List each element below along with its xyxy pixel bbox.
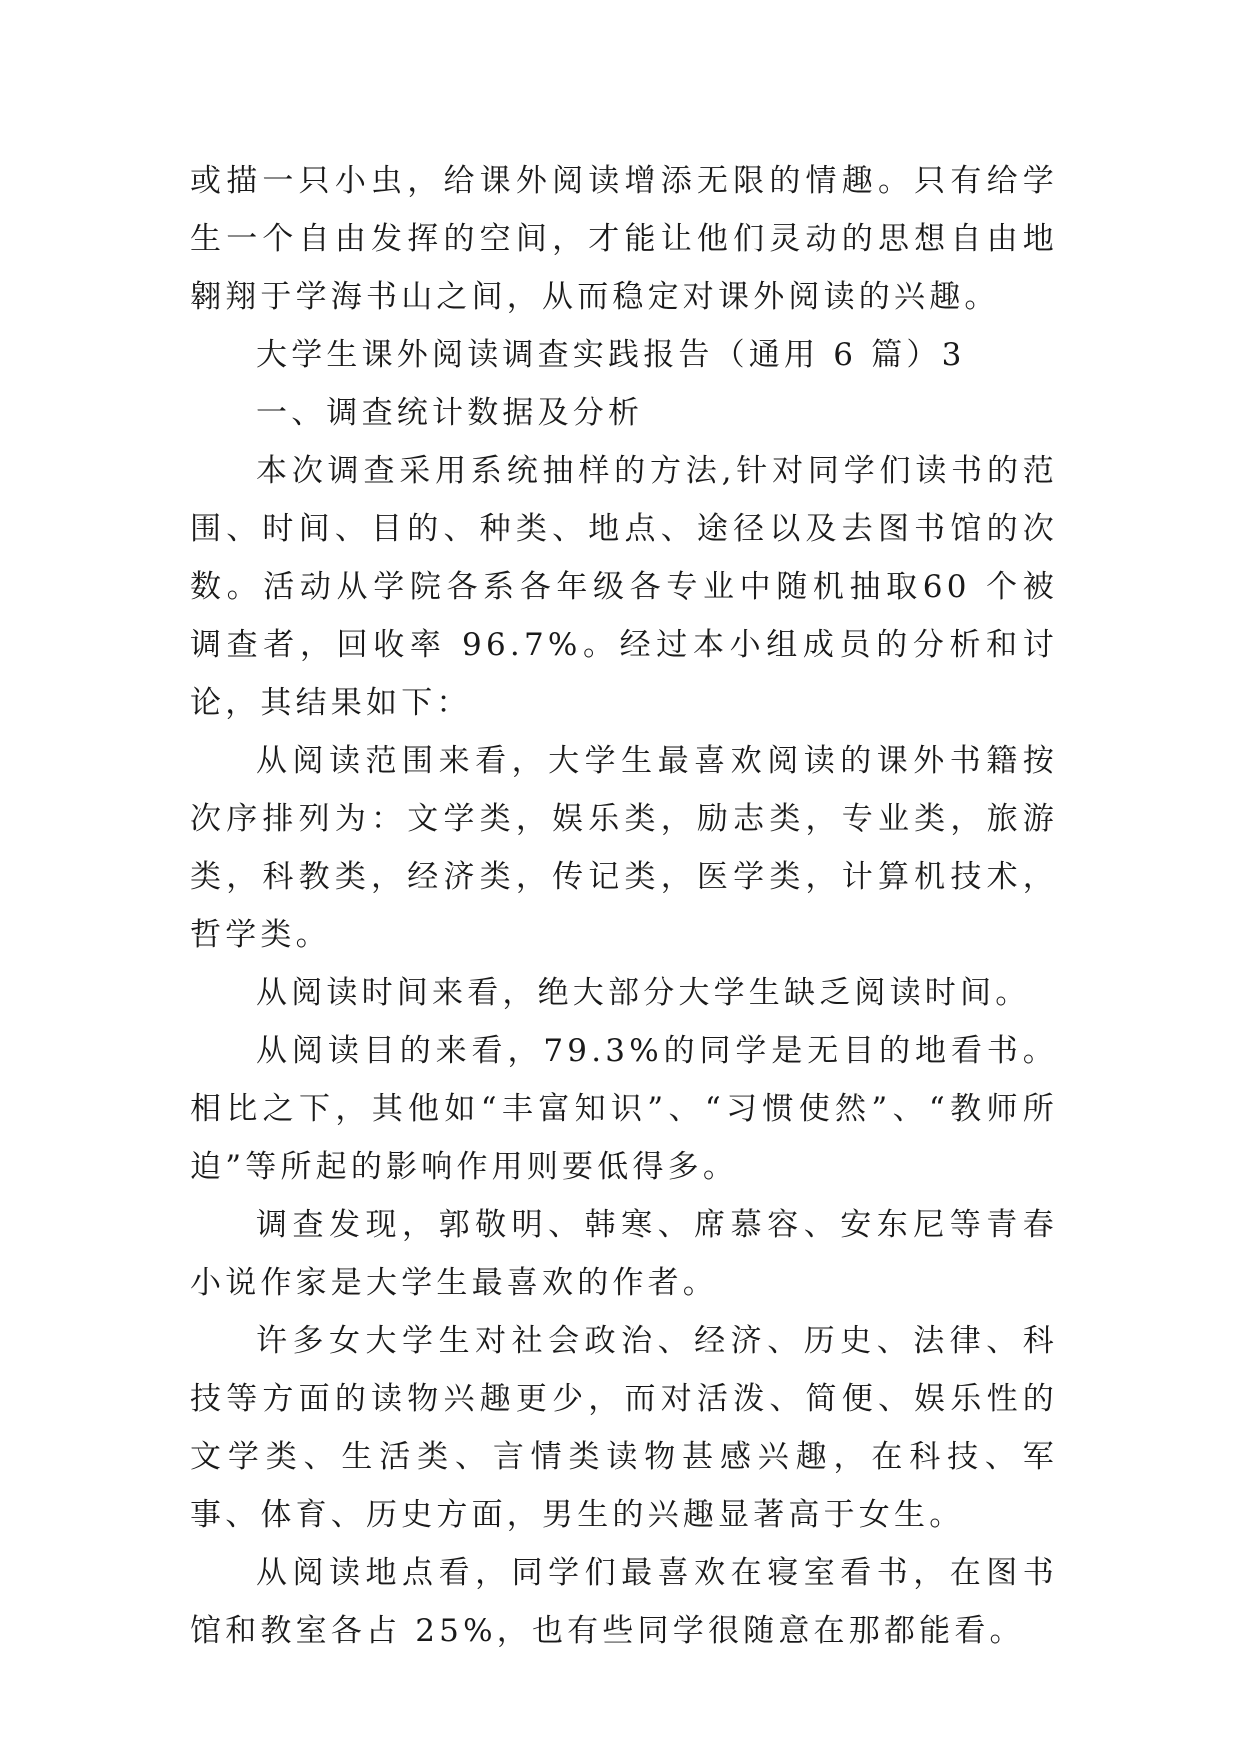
paragraph-reading-scope: 从阅读范围来看，大学生最喜欢阅读的课外书籍按次序排列为：文学类，娱乐类，励志类，专业类，旅游类，科教类，经济类，传记类，医学类，计算机技术，哲学类。 <box>190 743 1058 953</box>
document-body <box>190 152 1058 1660</box>
paragraph-reading-purpose: 从阅读目的来看，79.3%的同学是无目的地看书。相比之下，其他如“丰富知识”、“习惯使然”、“教师所迫”等所起的影响作用则要低得多。 <box>190 1033 1058 1185</box>
paragraph-survey-method: 本次调查采用系统抽样的方法,针对同学们读书的范围、时间、目的、种类、地点、途径以及去图书馆的次数。活动从学院各系各年级各专业中随机抽取60 个被调查者，回收率 96.7%。经过本小组成员的分析和讨论，其结果如下： <box>190 453 1059 721</box>
paragraph-reading-time: 从阅读时间来看，绝大部分大学生缺乏阅读时间。 <box>256 975 1031 1011</box>
paragraph-continuation: 或描一只小虫，给课外阅读增添无限的情趣。只有给学生一个自由发挥的空间，才能让他们灵动的思想自由地翱翔于学海书山之间，从而稳定对课外阅读的兴趣。 <box>190 163 1058 315</box>
report-title: 大学生课外阅读调查实践报告（通用 6 篇）3 <box>256 337 966 373</box>
paragraph-favorite-authors: 调查发现，郭敬明、韩寒、席慕容、安东尼等青春小说作家是大学生最喜欢的作者。 <box>190 1207 1058 1301</box>
paragraph-gender-interests: 许多女大学生对社会政治、经济、历史、法律、科技等方面的读物兴趣更少，而对活泼、简便、娱乐性的文学类、生活类、言情类读物甚感兴趣，在科技、军事、体育、历史方面，男生的兴趣显著高于女生。 <box>190 1323 1058 1533</box>
section-heading: 一、调查统计数据及分析 <box>256 395 644 431</box>
paragraph-reading-location: 从阅读地点看，同学们最喜欢在寝室看书，在图书馆和教室各占 25%，也有些同学很随意在那都能看。 <box>190 1555 1058 1649</box>
